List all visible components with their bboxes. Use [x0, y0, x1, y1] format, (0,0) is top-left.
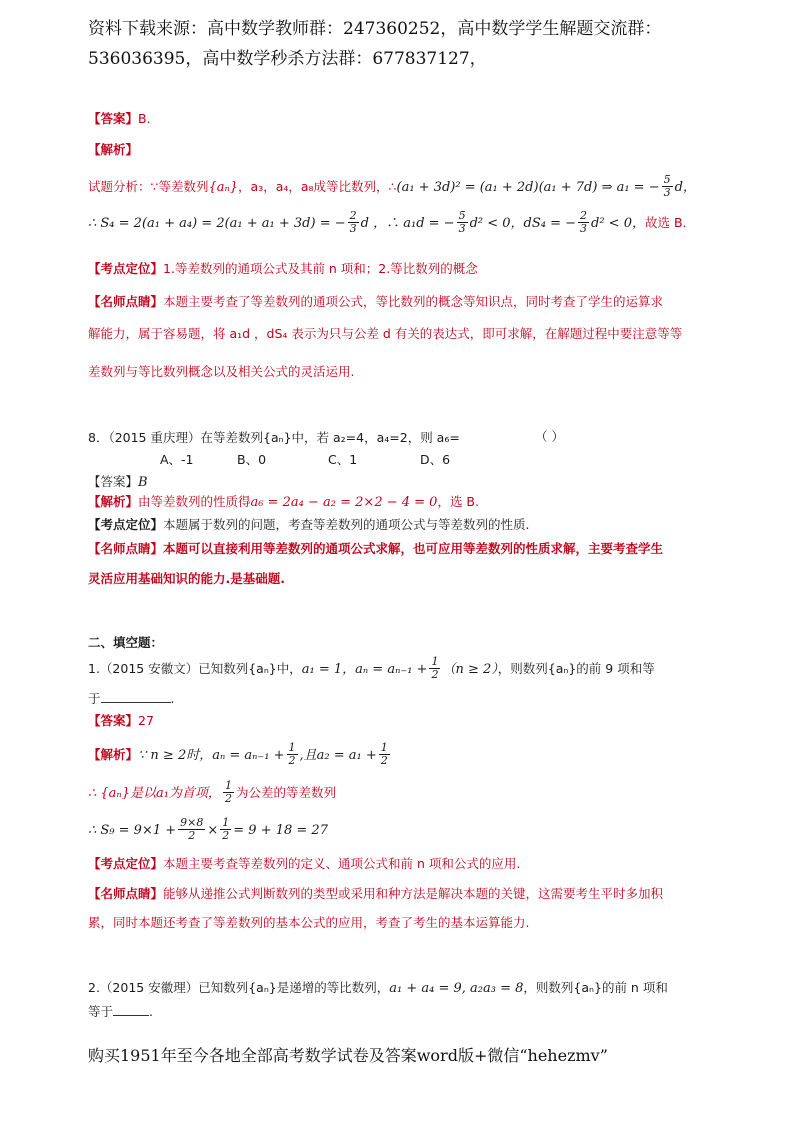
- numerator: 5: [663, 173, 671, 186]
- answer-value: B.: [138, 111, 151, 126]
- q7-analysis-label: 【解析】: [88, 142, 139, 157]
- denominator: 2: [288, 754, 296, 767]
- f1-stem-line-2: 于 .: [88, 691, 175, 706]
- analysis-tail: ，选 B.: [437, 494, 479, 509]
- answer-value: B: [138, 475, 148, 490]
- equation-tail: d，: [674, 180, 696, 195]
- q8-answer-paren: （ ）: [535, 429, 564, 444]
- answer-label: 【答案】: [88, 111, 139, 126]
- question-stem: 8．（2015 重庆理）在等差数列{aₙ}中，若 a₂=4，a₄=2，则 a₆=: [88, 430, 460, 445]
- equation: a₁ + a₄ = 9, a₂a₃ = 8: [389, 981, 524, 996]
- denominator: 2: [222, 829, 230, 842]
- q8-stem: [88, 427, 460, 446]
- fraction: [348, 210, 359, 235]
- q7-analysis-line-2: [88, 210, 687, 235]
- key-point-text: 1.等差数列的通项公式及其前 n 项和；2.等比数列的概念: [163, 261, 478, 276]
- q7-key-point: [88, 258, 478, 277]
- q7-teacher-note-line-3: 差数列与等比数列概念以及相关公式的灵活运用.: [88, 364, 355, 379]
- question-stem: 于: [88, 691, 101, 706]
- answer-blank[interactable]: [113, 1003, 149, 1016]
- answer-label: 【答案】: [88, 713, 139, 728]
- equation: = 9 + 18 = 27: [233, 823, 328, 838]
- fraction: [379, 742, 390, 767]
- denominator: 3: [458, 222, 466, 235]
- f1-stem-line-1: [88, 656, 655, 681]
- equation: a₁ = 1，aₙ = aₙ₋₁ +: [301, 662, 428, 677]
- f1-teacher-note-line-2: 累，同时本题还考查了等差数列的基本公式的应用，考查了考生的基本运算能力.: [88, 915, 530, 930]
- header-line-1: 资料下载来源：高中数学教师群：247360252，高中数学学生解题交流群：: [88, 19, 662, 39]
- numerator: 1: [224, 779, 232, 792]
- denominator: 3: [580, 222, 588, 235]
- equation: d² < 0，dS₄ = −: [469, 216, 577, 231]
- equation: ∵ n ≥ 2时，aₙ = aₙ₋₁ +: [138, 748, 285, 763]
- numerator: 1: [380, 741, 388, 754]
- fraction: [578, 210, 589, 235]
- numerator: 1: [288, 741, 296, 754]
- q7-teacher-note-line-1: [88, 291, 663, 310]
- question-stem: 等于: [88, 1004, 114, 1019]
- equation: ,且a₂ = a₁ +: [299, 748, 377, 763]
- q8-key-point: [88, 514, 530, 533]
- q7-analysis-line-1: [88, 174, 696, 199]
- denominator: 3: [663, 186, 671, 199]
- footer-text: 购买1951年至今各地全部高考数学试卷及答案word版+微信“hehezmv”: [88, 1046, 608, 1065]
- q8-option-a: A、-1: [160, 452, 194, 467]
- f2-stem-line-2: [88, 1001, 153, 1020]
- numerator: 1: [431, 655, 439, 668]
- text: 试题分析：∵等差数列: [88, 179, 209, 194]
- q7-teacher-note-line-2: 解能力，属于容易题，将 a₁d ，dS₄ 表示为只与公差 d 有关的表达式，即可求解，在解题过程中要注意等等: [88, 326, 683, 341]
- answer-blank[interactable]: [101, 690, 171, 703]
- fraction: [429, 656, 440, 681]
- text: 为公差的等差数列: [235, 785, 336, 800]
- key-point-text: 本题主要考查等差数列的定义、通项公式和前 n 项和公式的应用.: [163, 856, 521, 871]
- numerator: 9×8: [180, 816, 204, 829]
- analysis-label: 【解析】: [88, 747, 139, 762]
- numerator: 2: [580, 209, 588, 222]
- question-stem: 2.（2015 安徽理）已知数列{aₙ}是递增的等比数列，: [88, 980, 390, 995]
- fraction: [220, 817, 231, 842]
- numerator: 1: [222, 816, 230, 829]
- equation: d ，∴ a₁d = −: [360, 216, 455, 231]
- condition: （n ≥ 2）: [442, 662, 498, 677]
- answer-label: 【答案】: [88, 474, 139, 489]
- conclusion: 故选 B.: [644, 215, 687, 230]
- denominator: 2: [431, 668, 439, 681]
- q8-option-b: B、0: [237, 452, 267, 467]
- equation: ×: [207, 823, 219, 838]
- q8-answer: [88, 471, 148, 490]
- equation: ∴ S₄ = 2(a₁ + a₄) = 2(a₁ + a₁ + 3d) = −: [88, 216, 346, 231]
- equation: d² < 0，: [591, 216, 645, 231]
- denominator: 2: [380, 754, 388, 767]
- denominator: 2: [224, 792, 232, 805]
- q8-teacher-note-line-2: 灵活应用基础知识的能力.是基础题.: [88, 571, 285, 586]
- f1-analysis-line-3: [88, 817, 328, 842]
- q8-analysis: [88, 491, 479, 510]
- f2-stem-line-1: [88, 977, 668, 996]
- fraction: [178, 817, 205, 842]
- analysis-text: 由等差数列的性质得: [138, 494, 251, 509]
- header-line-2: 536036395，高中数学秒杀方法群：677837127，: [88, 49, 487, 69]
- f1-analysis-line-2: [88, 780, 336, 805]
- fraction: [457, 210, 468, 235]
- equation: (a₁ + 3d)² = (a₁ + 2d)(a₁ + 7d) ⇒ a₁ = −: [396, 180, 660, 195]
- fraction: [662, 174, 673, 199]
- sequence-symbol: {aₙ}: [208, 180, 239, 195]
- teacher-note-label: 【名师点睛】: [88, 294, 164, 309]
- f1-key-point: [88, 853, 520, 872]
- text: ，a₃，a₄，a₈成等比数列，∴: [238, 179, 397, 194]
- equation: ∴ S₉ = 9×1 +: [88, 823, 177, 838]
- q8-teacher-note-line-1: [88, 538, 663, 557]
- question-stem-tail: ，则数列{aₙ}的前 9 项和等: [497, 661, 655, 676]
- answer-value: 27: [138, 713, 154, 728]
- section-title: 二、填空题：: [88, 635, 164, 650]
- key-point-label: 【考点定位】: [88, 517, 164, 532]
- equation: ∴ {aₙ}是以a₁为首项，: [88, 786, 221, 801]
- denominator: 3: [349, 222, 357, 235]
- q8-option-d: D、6: [420, 452, 451, 467]
- fraction: [287, 742, 298, 767]
- q8-option-c: C、1: [328, 452, 358, 467]
- key-point-label: 【考点定位】: [88, 856, 164, 871]
- denominator: 2: [188, 829, 196, 842]
- q7-answer: [88, 108, 151, 127]
- f1-teacher-note-line-1: [88, 883, 663, 902]
- teacher-note-label: 【名师点睛】: [88, 886, 164, 901]
- analysis-label: 【解析】: [88, 494, 139, 509]
- numerator: 2: [349, 209, 357, 222]
- key-point-text: 本题属于数列的问题，考查等差数列的通项公式与等差数列的性质.: [163, 517, 530, 532]
- key-point-label: 【考点定位】: [88, 261, 164, 276]
- teacher-note-text: 本题可以直接利用等差数列的通项公式求解，也可应用等差数列的性质求解，主要考查学生: [163, 541, 664, 556]
- analysis-equation: a₆ = 2a₄ − a₂ = 2×2 − 4 = 0: [250, 495, 438, 510]
- f1-answer: [88, 710, 154, 729]
- teacher-note-text: 能够从递推公式判断数列的类型或采用和种方法是解决本题的关键，这需要考生平时多加积: [163, 886, 664, 901]
- question-stem-tail: ，则数列{aₙ}的前 n 项和: [523, 980, 668, 995]
- teacher-note-text: 本题主要考查了等差数列的通项公式，等比数列的概念等知识点，同时考查了学生的运算求: [163, 294, 664, 309]
- period: .: [149, 1004, 153, 1019]
- fraction: [223, 780, 234, 805]
- question-stem: 1.（2015 安徽文）已知数列{aₙ}中，: [88, 661, 302, 676]
- teacher-note-label: 【名师点睛】: [88, 541, 164, 556]
- numerator: 5: [458, 209, 466, 222]
- f1-analysis-line-1: [88, 742, 392, 767]
